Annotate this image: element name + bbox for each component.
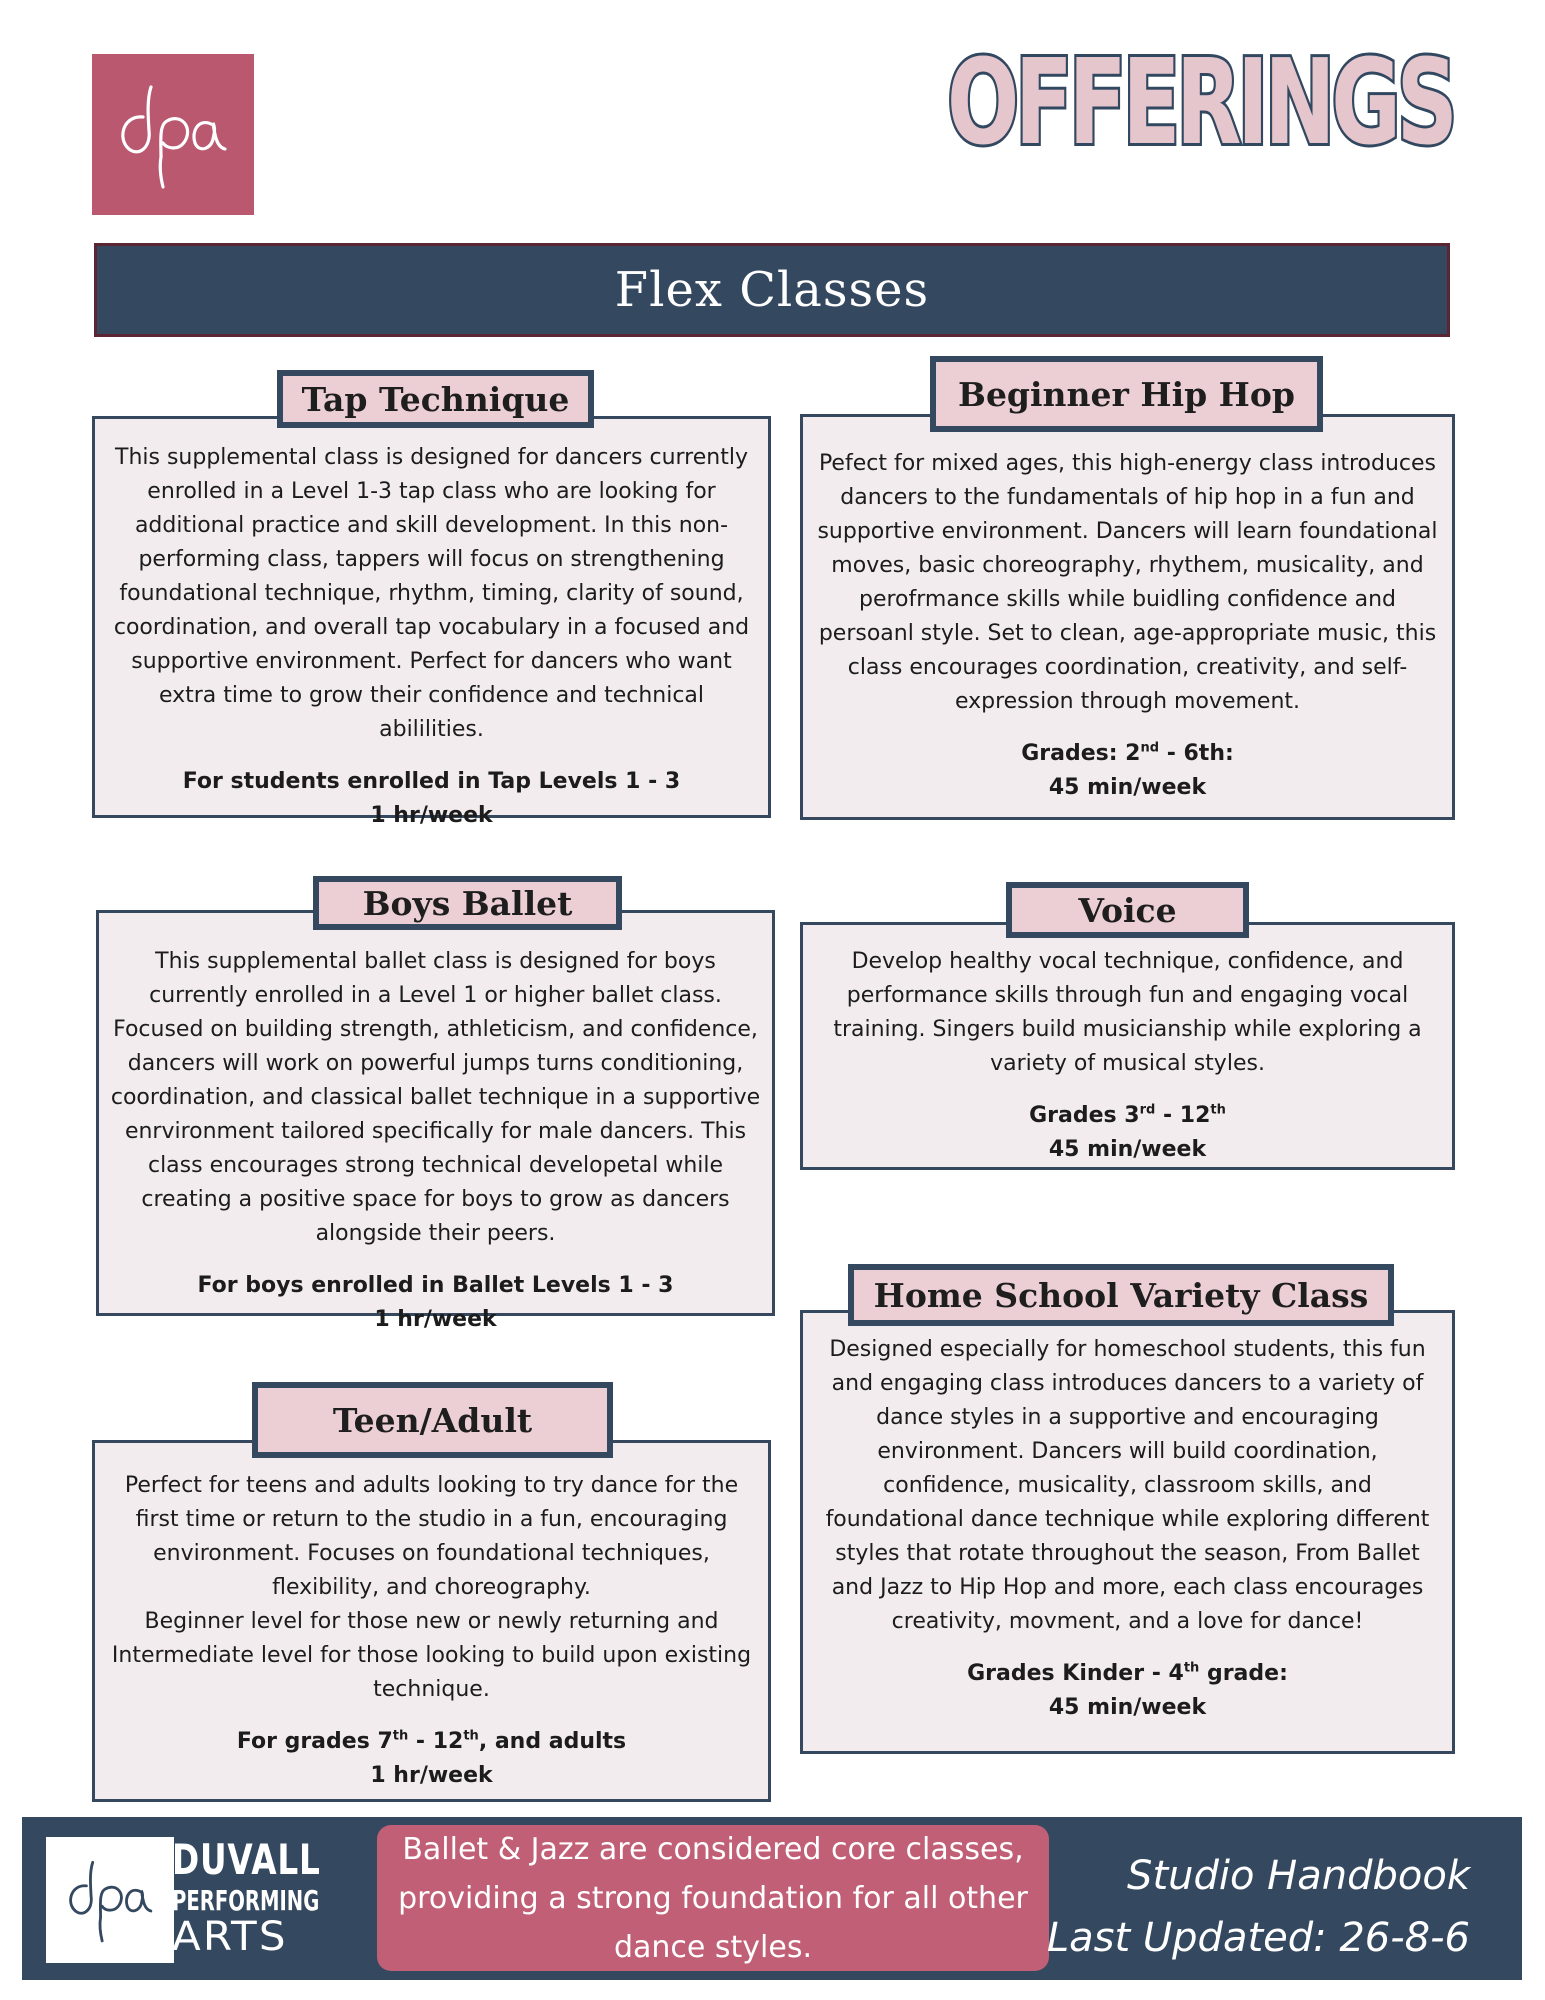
class-grades: Grades 3rd - 12th [1029, 1102, 1226, 1128]
class-description: Designed especially for homeschool students, this fun and engaging class introduces dancers to a variety of dance styles in a supportive and encouraging environment. Dancers will build coordination, confidence, musicality, classroom skills, and foundational dance technique while exploring different styles that rotate throughout the season, From Ballet and Jazz to Hip Hop and more, each class encourages creativity, movment, and a love for dance! [825, 1337, 1430, 1634]
class-title-voice: Voice [1006, 882, 1249, 938]
class-card-voice [800, 922, 1455, 1170]
footer-bar [22, 1817, 1522, 1980]
section-banner [94, 243, 1450, 337]
class-card-home-school-variety [800, 1310, 1455, 1754]
class-eligibility: For students enrolled in Tap Levels 1 - 3 [182, 769, 681, 794]
dpa-logo-mark-icon [103, 65, 243, 205]
last-updated: Last Updated: 26-8-6 [1046, 1915, 1470, 1961]
class-duration: 1 hr/week [374, 1307, 497, 1332]
class-title-teen-adult: Teen/Adult [252, 1382, 613, 1458]
class-description: This supplemental ballet class is designed for boys currently enrolled in a Level 1 or higher ballet class. Focused on building strength, athleticism, and confidence, dancers will work on powerful jumps turns conditioning, coordination, and classical ballet technique in a supportive enrvironment tailored specifically for male dancers. This class encourages strong technical developetal while creating a positive space for boys to grow as dancers alongside their peers. [110, 949, 761, 1246]
class-duration: 1 hr/week [370, 803, 493, 828]
handbook-info [1047, 1845, 1470, 1969]
class-description: This supplemental class is designed for dancers currently enrolled in a Level 1-3 tap class who are looking for additional practice and skill development. In this non-performing class, tappers will focus on strengthening foundational technique, rhythm, timing, clarity of sound, coordination, and overall tap vocabulary in a focused and supportive environment. Perfect for dancers who want extra time to grow their confidence and technical abililities. [113, 445, 750, 742]
dpa-logo [92, 54, 254, 215]
class-grades: Grades Kinder - 4th grade: [967, 1660, 1288, 1686]
class-title-home-school-variety: Home School Variety Class [848, 1264, 1394, 1326]
studio-name-line-3: ARTS [172, 1914, 288, 1960]
class-description: Perfect for teens and adults looking to try dance for the first time or return to the studio in a fun, encouraging environment. Focuses on foundational techniques, flexibility, and choreography. [124, 1473, 739, 1600]
class-title-beginner-hip-hop: Beginner Hip Hop [930, 356, 1323, 432]
studio-name [172, 1835, 382, 1960]
note-line: providing a strong foundation for all other [398, 1880, 1028, 1916]
core-classes-note [377, 1825, 1049, 1971]
class-title-tap-technique: Tap Technique [277, 370, 594, 428]
class-description: Develop healthy vocal technique, confidence, and performance skills through fun and engaging vocal training. Singers build musicianship while exploring a variety of musical styles. [833, 949, 1422, 1076]
class-card-teen-adult [92, 1440, 771, 1802]
class-duration: 45 min/week [1048, 1695, 1207, 1720]
dpa-logo-mark-icon [50, 1845, 170, 1955]
class-card-tap-technique [92, 416, 771, 828]
class-card-beginner-hip-hop [800, 414, 1455, 820]
class-title-boys-ballet: Boys Ballet [313, 876, 622, 930]
section-title: Flex Classes [614, 262, 930, 318]
handbook-title: Studio Handbook [1127, 1853, 1470, 1899]
class-grades: For grades 7th - 12th, and adults [236, 1728, 627, 1754]
note-line: dance styles. [613, 1929, 813, 1965]
studio-name-line-1: DUVALL [172, 1835, 321, 1884]
class-grades: Grades: 2nd - 6th: [1021, 740, 1234, 766]
class-duration: 45 min/week [1048, 775, 1207, 800]
class-duration: 45 min/week [1048, 1137, 1207, 1162]
page-title: OFFERINGS [946, 33, 1453, 171]
class-description: Pefect for mixed ages, this high-energy class introduces dancers to the fundamentals of hip hop in a fun and supportive environment. Dancers will learn foundational moves, basic choreography, rhythem, musicality, and perofrmance skills while buidling confidence and persoanl style. Set to clean, age-appropriate music, this class encourages coordination, creativity, and self-expression through movement. [817, 451, 1438, 714]
note-line: Ballet & Jazz are considered core classes, [402, 1831, 1024, 1867]
studio-name-line-2: PERFORMING [172, 1884, 320, 1917]
class-card-boys-ballet [96, 910, 775, 1332]
class-eligibility: For boys enrolled in Ballet Levels 1 - 3 [197, 1273, 674, 1298]
footer-logo [46, 1837, 174, 1963]
class-description-levels: Beginner level for those new or newly returning and Intermediate level for those looking to build upon existing technique. [111, 1609, 752, 1702]
class-duration: 1 hr/week [370, 1763, 493, 1788]
